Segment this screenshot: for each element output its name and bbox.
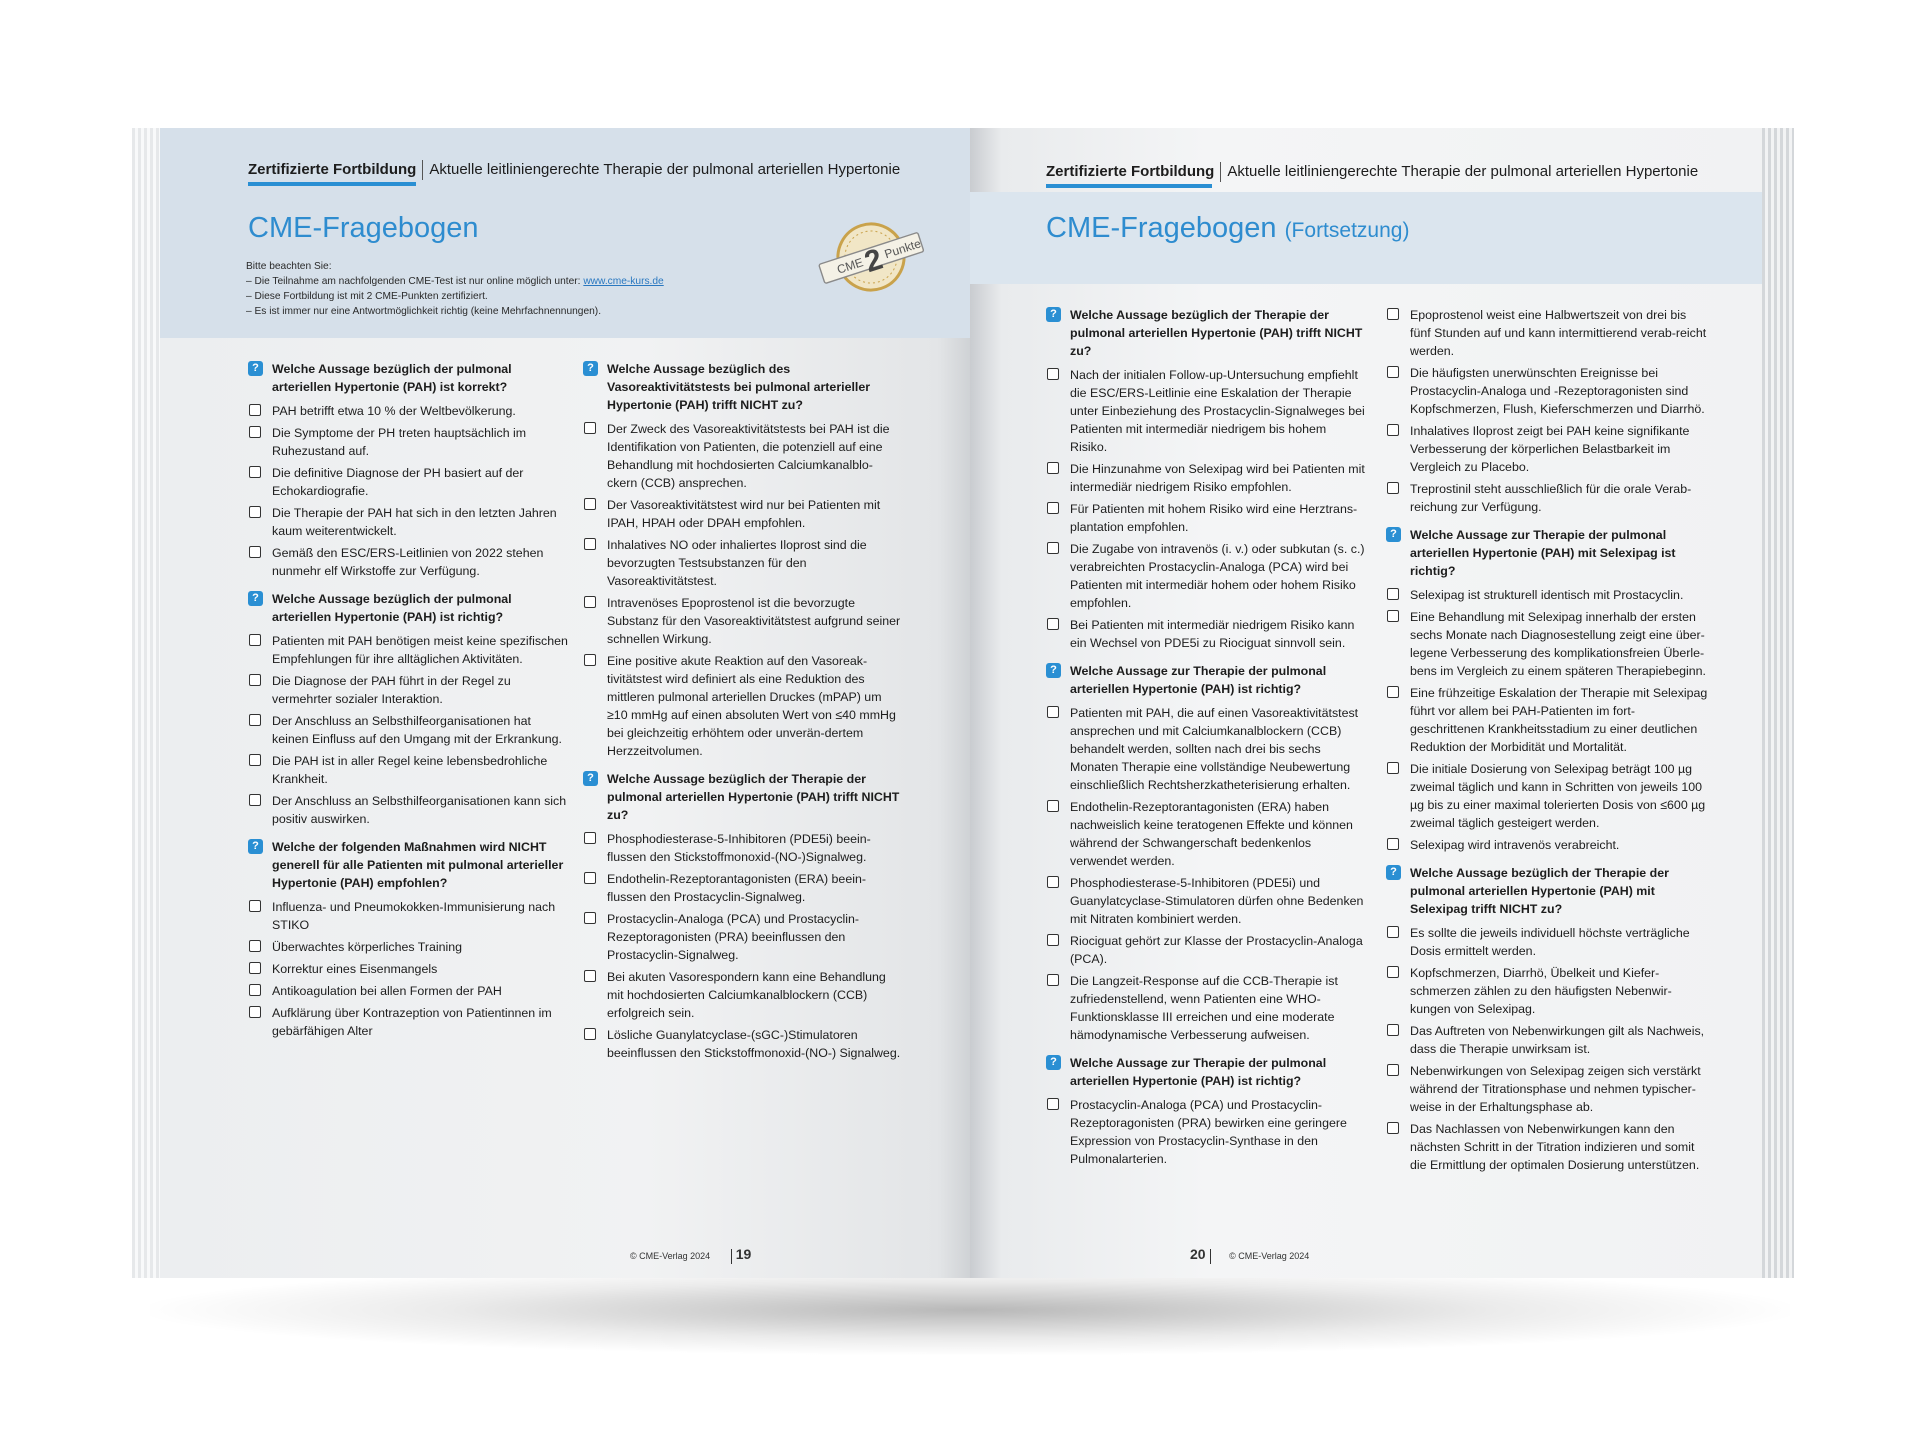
answer-option[interactable] [583,652,901,760]
right-page [970,128,1762,1278]
answer-checkbox[interactable] [1387,424,1399,436]
answer-checkbox[interactable] [249,506,261,518]
question-mark-icon: ? [248,839,263,854]
answer-option[interactable] [1386,836,1708,854]
answer-checkbox[interactable] [584,1028,596,1040]
answer-text: Die Diagnose der PAH führt in der Regel zu vermehrter sozialer Interaktion. [272,674,511,706]
answer-text: Riociguat gehört zur Klasse der Prostacyclin-Analoga (PCA). [1070,934,1363,966]
answer-text: Überwachtes körperliches Training [272,940,463,954]
notice-line: – Diese Fortbildung ist mit 2 CME-Punkten zertifiziert. [246,291,488,302]
answer-option[interactable] [1386,1120,1708,1174]
answer-checkbox[interactable] [584,596,596,608]
answer-checkbox[interactable] [1387,1064,1399,1076]
running-head-underline [1046,184,1212,188]
page-footer [1190,1246,1309,1264]
answer-text: Das Nachlassen von Nebenwirkungen kann den nächsten Schritt in der Titration indizieren und somit die Ermittlung der optimalen Dosierung unterstützen. [1410,1122,1700,1172]
question-label: Welche Aussage bezüglich der pulmonal arteriellen Hypertonie (PAH) ist korrekt? [272,362,512,394]
seal-number: 2 [860,242,887,280]
answer-checkbox[interactable] [249,984,261,996]
answer-text: Lösliche Guanylatcyclase-(sGC-)Stimulatoren beeinflussen den Stickstoffmonoxid-(NO-) Signalweg. [607,1028,901,1060]
answer-option[interactable] [248,464,568,500]
question-label: Welche Aussage bezüglich der Therapie der pulmonal arteriellen Hypertonie (PAH) mit Selexipag trifft NICHT zu? [1410,866,1669,916]
answer-text: Die Therapie der PAH hat sich in den letzten Jahren kaum weiterentwickelt. [272,506,557,538]
answer-checkbox[interactable] [584,654,596,666]
cme-link[interactable]: www.cme-kurs.de [583,276,664,287]
answer-text: Die Langzeit-Response auf die CCB-Therapie ist zufriedenstellend, wenn Patienten eine WHO-Funktionsklasse III erreichen und eine moderate hämodynamische Verbesserung aufweisen. [1070,974,1338,1042]
question-label: Welche Aussage zur Therapie der pulmonal arteriellen Hypertonie (PAH) ist richtig? [1070,1056,1327,1088]
answer-checkbox[interactable] [249,466,261,478]
answer-checkbox[interactable] [1047,876,1059,888]
question-mark-icon: ? [1046,307,1061,322]
question [1046,662,1366,1044]
answer-text: Bei akuten Vasorespondern kann eine Behandlung mit hochdosierten Calciumkanalblockern (CCB) erfolgreich sein. [607,970,886,1020]
answer-option[interactable] [1386,760,1708,832]
answer-checkbox[interactable] [249,546,261,558]
answer-checkbox[interactable] [584,422,596,434]
answer-text: Bei Patienten mit intermediär niedrigem Risiko kann ein Wechsel von PDE5i zu Riociguat sinnvoll sein. [1070,618,1355,650]
answer-text: Die PAH ist in aller Regel keine lebensbedrohliche Krankheit. [272,754,548,786]
running-head-title: Aktuelle leitliniengerechte Therapie der pulmonal arteriellen Hypertonie [1227,162,1699,180]
question-label: Welche der folgenden Maßnahmen wird NICHT generell für alle Patienten mit pulmonal arterieller Hypertonie (PAH) empfohlen? [272,840,564,890]
question-text [248,838,568,892]
answer-checkbox[interactable] [249,634,261,646]
question-text [583,770,901,824]
question-column-2 [583,360,901,1072]
answer-text: Die initiale Dosierung von Selexipag beträgt 100 µg zweimal täglich und kann in Schritten von jeweils 100 µg bis zu einer maximal tolerierten Dosis von ≤600 µg zweimal täglich gesteigert werden. [1410,762,1706,830]
answer-checkbox[interactable] [1047,974,1059,986]
question [248,590,568,828]
notice-line: – Es ist immer nur eine Antwortmöglichkeit richtig (keine Mehrfachnennungen). [246,306,602,317]
answer-checkbox[interactable] [1387,926,1399,938]
answer-option[interactable] [1046,460,1366,496]
answer-text: Aufklärung über Kontrazeption von Patientinnen im gebärfähigen Alter [272,1006,552,1038]
seal-cme: CME [835,255,865,277]
answer-text: Das Auftreten von Nebenwirkungen gilt als Nachweis, dass die Therapie unwirksam ist. [1410,1024,1705,1056]
answer-option[interactable] [1386,1022,1708,1058]
question [1386,526,1708,854]
answer-text: Eine positive akute Reaktion auf den Vasoreak-tivitätstest wird definiert als eine Reduktion des mittleren pulmonal arteriellen Druckes (mPAP) um ≥10 mmHg auf einen absoluten Wert von ≤40 mmHg bei gleichzeitig erhöhtem oder unverän-dertem Herzzeitvolumen. [607,654,896,758]
page-title: CME-Fragebogen [248,212,479,244]
answer-checkbox[interactable] [1387,762,1399,774]
question-label: Welche Aussage zur Therapie der pulmonal arteriellen Hypertonie (PAH) mit Selexipag ist richtig? [1410,528,1676,578]
answer-checkbox[interactable] [1387,308,1399,320]
answer-checkbox[interactable] [1047,462,1059,474]
answer-checkbox[interactable] [1387,366,1399,378]
answer-text: Der Vasoreaktivitätstest wird nur bei Patienten mit IPAH, HPAH oder DPAH empfohlen. [607,498,881,530]
answer-text: Die Hinzunahme von Selexipag wird bei Patienten mit intermediär niedrigem Risiko empfohlen. [1070,462,1365,494]
answer-option[interactable] [583,870,901,906]
answer-text: Inhalatives Iloprost zeigt bei PAH keine signifikante Verbesserung der körperlichen Belastbarkeit im Vergleich zu Placebo. [1410,424,1690,474]
answer-option[interactable] [1386,924,1708,960]
running-head-underline [248,182,416,186]
question-text [583,360,901,414]
page-title-main: CME-Fragebogen [1046,212,1277,244]
answer-text: Nach der initialen Follow-up-Untersuchung empfiehlt die ESC/ERS-Leitlinie eine Eskalation der Therapie unter Einbeziehung des Prostacyclin-Signalweges bei Patienten mit intermediär niedrigem bis hohem Risiko. [1070,368,1365,454]
answer-text: Die häufigsten unerwünschten Ereignisse bei Prostacyclin-Analoga und -Rezeptoragonisten sind Kopfschmerzen, Flush, Kieferschmerzen und Diarrhö. [1410,366,1705,416]
answer-option[interactable] [1046,500,1366,536]
page-footer [630,1246,751,1264]
answer-option[interactable] [248,960,568,978]
running-head-label: Zertifizierte Fortbildung [248,160,417,178]
question-mark-icon: ? [583,771,598,786]
question-continued [1386,306,1708,516]
answer-text: Für Patienten mit hohem Risiko wird eine Herztrans-plantation empfohlen. [1070,502,1358,534]
page-title [1046,212,1409,245]
page-title-sub: (Fortsetzung) [1284,219,1410,242]
answer-text: Phosphodiesterase-5-Inhibitoren (PDE5i) beein-flussen den Stickstoffmonoxid-(NO-)Signalweg. [607,832,871,864]
question [1046,306,1366,652]
answer-text: Treprostinil steht ausschließlich für die orale Verab-reichung zur Verfügung. [1410,482,1692,514]
answer-text: Endothelin-Rezeptorantagonisten (ERA) beein-flussen den Prostacyclin-Signalweg. [607,872,866,904]
answer-text: Der Anschluss an Selbsthilfeorganisationen kann sich positiv auswirken. [272,794,567,826]
answer-text: Kopfschmerzen, Diarrhö, Übelkeit und Kiefer-schmerzen zählen zu den häufigsten Nebenwir-kungen von Selexipag. [1410,966,1672,1016]
question-mark-icon: ? [1386,865,1401,880]
answer-checkbox[interactable] [249,754,261,766]
question-text [248,360,568,396]
notice-heading: Bitte beachten Sie: [246,261,332,272]
answer-checkbox[interactable] [584,970,596,982]
answer-option[interactable] [1046,972,1366,1044]
answer-option[interactable] [1046,540,1366,612]
page-stack-left [132,128,162,1278]
question-label: Welche Aussage bezüglich der Therapie der pulmonal arteriellen Hypertonie (PAH) trifft NICHT zu? [607,772,900,822]
question-label: Welche Aussage bezüglich der Therapie der pulmonal arteriellen Hypertonie (PAH) trifft NICHT zu? [1070,308,1363,358]
answer-text: Endothelin-Rezeptorantagonisten (ERA) haben nachweislich keine teratogenen Effekte und können während der Schwangerschaft bedenkenlos verwendet werden. [1070,800,1353,868]
answer-text: Patienten mit PAH, die auf einen Vasoreaktivitätstest ansprechen und mit Calciumkanalblockern (CCB) behandelt werden, sollten nach drei bis sechs Monaten Therapie eine vollständige Neubewertung einschließlich Rechtsherzkatheterisierung erhalten. [1070,706,1359,792]
answer-option[interactable] [1046,932,1366,968]
answer-checkbox[interactable] [1387,588,1399,600]
answer-text: Epoprostenol weist eine Halbwertszeit von drei bis fünf Stunden auf und kann intermittierend verab-reicht werden. [1410,308,1707,358]
answer-text: Phosphodiesterase-5-Inhibitoren (PDE5i) und Guanylatcyclase-Stimulatoren dürfen ohne Bedenken mit Nitraten kombiniert werden. [1070,876,1364,926]
question-column-1 [248,360,568,1050]
answer-checkbox[interactable] [1047,368,1059,380]
answer-option[interactable] [1386,586,1708,604]
answer-text: Antikoagulation bei allen Formen der PAH [272,984,502,998]
answer-checkbox[interactable] [1047,934,1059,946]
answer-checkbox[interactable] [249,900,261,912]
answer-text: Patienten mit PAH benötigen meist keine spezifischen Empfehlungen für ihre alltäglichen Aktivitäten. [272,634,568,666]
question-text [1386,526,1708,580]
answer-option[interactable] [248,898,568,934]
answer-option[interactable] [248,792,568,828]
answer-checkbox[interactable] [249,426,261,438]
answer-checkbox[interactable] [249,1006,261,1018]
answer-option[interactable] [583,1026,901,1062]
answer-text: PAH betrifft etwa 10 % der Weltbevölkerung. [272,404,516,418]
answer-option[interactable] [1386,684,1708,756]
answer-option[interactable] [583,910,901,964]
answer-option[interactable] [583,420,901,492]
answer-option[interactable] [1046,704,1366,794]
answer-text: Nebenwirkungen von Selexipag zeigen sich verstärkt während der Titrationsphase und nehmen typischer-weise in der Erhaltungsphase ab. [1410,1064,1701,1114]
question-column-1 [1046,306,1366,1178]
answer-checkbox[interactable] [1047,706,1059,718]
answer-text: Korrektur eines Eisenmangels [272,962,438,976]
question [248,360,568,580]
answer-checkbox[interactable] [1047,502,1059,514]
answer-checkbox[interactable] [1387,610,1399,622]
book-shadow [150,1265,1790,1355]
answer-checkbox[interactable] [584,832,596,844]
question-label: Welche Aussage bezüglich des Vasoreaktivitätstests bei pulmonal arterieller Hypertonie (PAH) trifft NICHT zu? [607,362,871,412]
left-page [160,128,970,1278]
answer-text: Selexipag wird intravenös verabreicht. [1410,838,1620,852]
question [583,770,901,1062]
answer-option[interactable] [1046,1096,1366,1168]
answer-text: Der Anschluss an Selbsthilfeorganisationen hat keinen Einfluss auf den Umgang mit der Erkrankung. [272,714,562,746]
notice-text: – Die Teilnahme am nachfolgenden CME-Test ist nur online möglich unter: [246,276,581,287]
answer-checkbox[interactable] [584,872,596,884]
running-head-label: Zertifizierte Fortbildung [1046,162,1215,180]
answer-text: Gemäß den ESC/ERS-Leitlinien von 2022 stehen nunmehr elf Wirkstoffe zur Verfügung. [272,546,544,578]
answer-text: Selexipag ist strukturell identisch mit Prostacyclin. [1410,588,1684,602]
answer-checkbox[interactable] [1387,482,1399,494]
answer-checkbox[interactable] [249,674,261,686]
notice-line [246,274,664,289]
question-label: Welche Aussage zur Therapie der pulmonal arteriellen Hypertonie (PAH) ist richtig? [1070,664,1327,696]
question [583,360,901,760]
copyright: © CME-Verlag 2024 [630,1251,711,1261]
answer-option[interactable] [248,712,568,748]
page-number: 20 [1190,1246,1206,1262]
question-text [1046,306,1366,360]
cme-points-seal [815,214,927,300]
answer-checkbox[interactable] [1047,618,1059,630]
answer-option[interactable] [248,982,568,1000]
answer-checkbox[interactable] [584,538,596,550]
answer-option[interactable] [583,496,901,532]
question-mark-icon: ? [1386,527,1401,542]
answer-option[interactable] [1046,874,1366,928]
running-head [1046,162,1698,182]
answer-text: Der Zweck des Vasoreaktivitätstests bei PAH ist die Identifikation von Patienten, die potenziell auf eine Behandlung mit hochdosierten Calciumkanalblo-ckern (CCB) ansprechen. [607,422,890,490]
answer-option[interactable] [1386,608,1708,680]
answer-checkbox[interactable] [1047,542,1059,554]
question-text [1046,662,1366,698]
answer-checkbox[interactable] [1047,1098,1059,1110]
answer-option[interactable] [1386,422,1708,476]
answer-checkbox[interactable] [1047,800,1059,812]
answer-checkbox[interactable] [1387,838,1399,850]
answer-option[interactable] [1386,480,1708,516]
question-mark-icon: ? [1046,1055,1061,1070]
answer-option[interactable] [248,424,568,460]
answer-option[interactable] [1386,964,1708,1018]
question-text [248,590,568,626]
answer-text: Es sollte die jeweils individuell höchste verträgliche Dosis ermittelt werden. [1410,926,1690,958]
question-mark-icon: ? [583,361,598,376]
answer-checkbox[interactable] [584,912,596,924]
answer-option[interactable] [248,752,568,788]
running-head-title: Aktuelle leitliniengerechte Therapie der pulmonal arteriellen Hypertonie [429,160,901,178]
answer-checkbox[interactable] [249,940,261,952]
question-mark-icon: ? [248,361,263,376]
seal-punkte: Punkte [882,236,923,262]
answer-checkbox[interactable] [1387,966,1399,978]
answer-checkbox[interactable] [1387,1122,1399,1134]
answer-text: Die definitive Diagnose der PH basiert auf der Echokardiografie. [272,466,524,498]
question-text [1386,864,1708,918]
answer-option[interactable] [1386,364,1708,418]
answer-option[interactable] [1046,616,1366,652]
answer-option[interactable] [248,672,568,708]
question-label: Welche Aussage bezüglich der pulmonal arteriellen Hypertonie (PAH) ist richtig? [272,592,512,624]
answer-option[interactable] [583,968,901,1022]
question-column-2 [1386,306,1708,1184]
answer-option[interactable] [583,594,901,648]
answer-option[interactable] [1386,306,1708,360]
answer-text: Inhalatives NO oder inhaliertes Iloprost sind die bevorzugten Testsubstanzen für den Vasoreaktivitätstest. [607,538,867,588]
answer-option[interactable] [248,402,568,420]
question-text [1046,1054,1366,1090]
answer-text: Prostacyclin-Analoga (PCA) und Prostacyclin-Rezeptoragonisten (PRA) beeinflussen den Prostacyclin-Signalweg. [607,912,860,962]
page-stack-right [1762,128,1794,1278]
answer-text: Eine Behandlung mit Selexipag innerhalb der ersten sechs Monate nach Diagnosestellung zeigt eine über-legene Verbesserung des komplikationsfreien Überle-bens im Vergleich zu einem späteren Therapiebeginn. [1410,610,1706,678]
answer-option[interactable] [583,536,901,590]
answer-text: Die Zugabe von intravenös (i. v.) oder subkutan (s. c.) verabreichten Prostacyclin-Analoga (PCA) wird bei Patienten mit intermediär hohem oder hohem Risiko empfohlen. [1070,542,1365,610]
copyright: © CME-Verlag 2024 [1229,1251,1310,1261]
answer-checkbox[interactable] [249,962,261,974]
question [248,838,568,1040]
notice [246,259,664,319]
answer-option[interactable] [248,632,568,668]
answer-checkbox[interactable] [249,404,261,416]
answer-option[interactable] [248,504,568,540]
answer-text: Eine frühzeitige Eskalation der Therapie mit Selexipag führt vor allem bei PAH-Patienten im fort-geschrittenen Krankheitsstadium zu einer deutlichen Reduktion der Morbidität und Mortalität. [1410,686,1708,754]
answer-text: Influenza- und Pneumokokken-Immunisierung nach STIKO [272,900,556,932]
question [1386,864,1708,1174]
answer-option[interactable] [583,830,901,866]
answer-option[interactable] [248,938,568,956]
page-number: 19 [735,1246,752,1262]
answer-checkbox[interactable] [1387,686,1399,698]
answer-text: Prostacyclin-Analoga (PCA) und Prostacyclin-Rezeptoragonisten (PRA) bewirken eine geringere Expression von Prostacyclin-Synthase in den Pulmonalarterien. [1070,1098,1347,1166]
answer-checkbox[interactable] [249,794,261,806]
answer-checkbox[interactable] [1387,1024,1399,1036]
answer-option[interactable] [1386,1062,1708,1116]
question [1046,1054,1366,1168]
answer-option[interactable] [1046,366,1366,456]
question-mark-icon: ? [248,591,263,606]
answer-checkbox[interactable] [584,498,596,510]
answer-text: Intravenöses Epoprostenol ist die bevorzugte Substanz für den Vasoreaktivitätstest aufgrund seiner schnellen Wirkung. [607,596,901,646]
answer-option[interactable] [248,1004,568,1040]
answer-text: Die Symptome der PH treten hauptsächlich im Ruhezustand auf. [272,426,527,458]
answer-checkbox[interactable] [249,714,261,726]
question-mark-icon: ? [1046,663,1061,678]
answer-option[interactable] [1046,798,1366,870]
running-head [248,160,900,180]
answer-option[interactable] [248,544,568,580]
